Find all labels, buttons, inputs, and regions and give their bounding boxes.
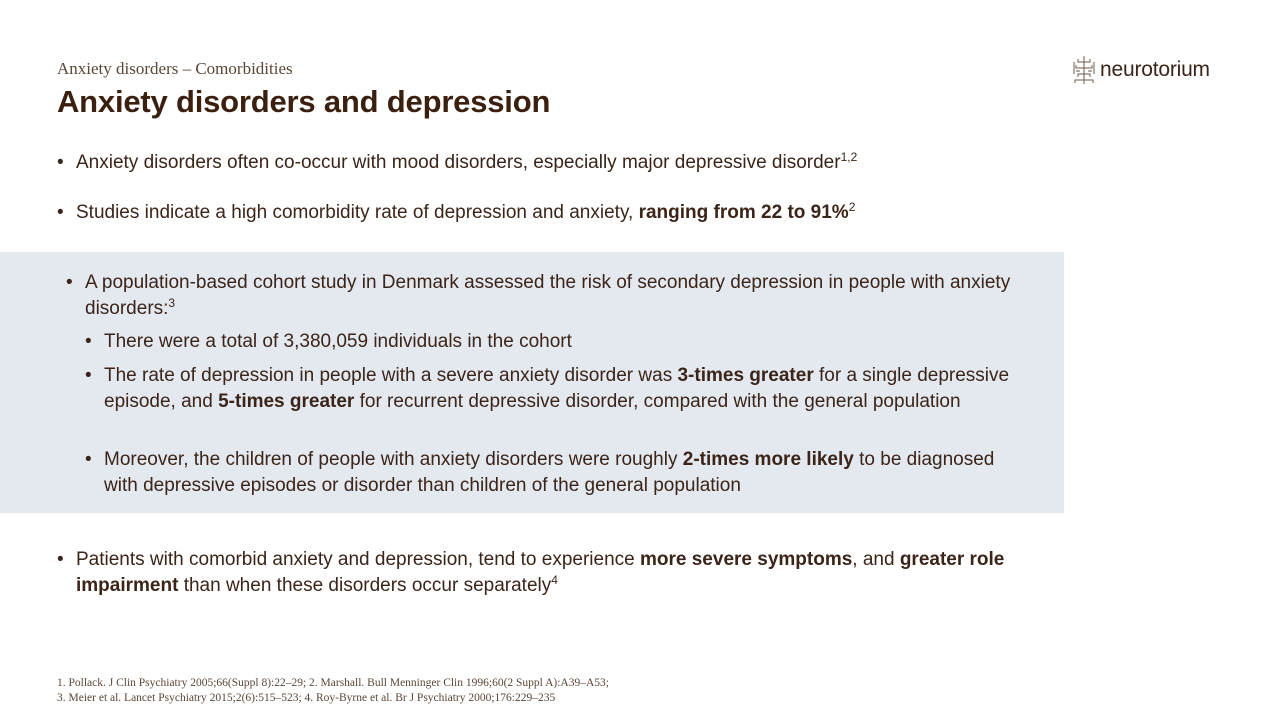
bullet-dot: • bbox=[85, 365, 92, 386]
bullet-text: The rate of depression in people with a severe anxiety disorder was bbox=[104, 365, 678, 386]
bullet-text: Anxiety disorders often co-occur with mood disorders, especially major depressive disorder bbox=[76, 152, 841, 173]
citation-sup: 1,2 bbox=[840, 150, 858, 164]
bullet-severe-symptoms bbox=[57, 547, 1017, 598]
bullet-text: Studies indicate a high comorbidity rate of depression and anxiety, bbox=[76, 202, 639, 223]
bullet-text: A population-based cohort study in Denmark assessed the risk of secondary depression in people with anxiety disorders: bbox=[85, 272, 1011, 319]
page-title: Anxiety disorders and depression bbox=[57, 84, 551, 119]
bullet-text: Moreover, the children of people with anxiety disorders were roughly bbox=[104, 449, 683, 470]
subbullet-rate-greater bbox=[85, 363, 1015, 414]
bullet-denmark-study bbox=[66, 270, 1056, 321]
bullet-comorbidity-rate bbox=[57, 200, 1057, 226]
citation-sup: 3 bbox=[168, 295, 176, 310]
bullet-text: to be diagnosed with depressive episodes or disorder than children of the general population bbox=[104, 449, 995, 496]
reference-line: 1. Pollack. J Clin Psychiatry 2005;66(Suppl 8):22–29; 2. Marshall. Bull Menninger Clin 1996;60(2 Suppl A):A39–A53; bbox=[57, 677, 609, 689]
bullet-text: There were a total of 3,380,059 individuals in the cohort bbox=[104, 331, 572, 352]
bullet-comorbidity-mood bbox=[57, 150, 1057, 176]
bullet-bold: greater role impairment bbox=[76, 549, 1005, 596]
bullet-dot: • bbox=[85, 449, 92, 470]
reference-line: 3. Meier et al. Lancet Psychiatry 2015;2(6):515–523; 4. Roy-Byrne et al. Br J Psychiatry 2000;176:229–235 bbox=[57, 691, 556, 704]
section-label: Anxiety disorders – Comorbidities bbox=[57, 59, 293, 78]
bullet-dot: • bbox=[85, 331, 92, 352]
bullet-dot: • bbox=[57, 152, 64, 173]
neurotorium-logo[interactable] bbox=[1072, 54, 1210, 86]
bullet-bold: 5-times greater bbox=[218, 390, 355, 412]
bullet-bold: more severe symptoms bbox=[640, 549, 853, 570]
bullet-text: for a single depressive episode, and bbox=[104, 365, 1010, 412]
citation-sup: 2 bbox=[848, 200, 856, 214]
bullet-dot: • bbox=[57, 202, 64, 223]
bullet-bold: ranging from 22 to 91% bbox=[638, 202, 849, 223]
references bbox=[57, 676, 609, 705]
bullet-dot: • bbox=[66, 272, 73, 293]
bullet-dot: • bbox=[57, 549, 64, 570]
bullet-text: Patients with comorbid anxiety and depression, tend to experience bbox=[76, 549, 640, 570]
bullet-bold: 3-times greater bbox=[677, 365, 814, 386]
bullet-text: for recurrent depressive disorder, compared with the general population bbox=[354, 390, 961, 412]
subbullet-children-likely bbox=[85, 447, 1015, 498]
logo-text: neurotorium bbox=[1100, 58, 1210, 81]
bullet-text: , and bbox=[852, 549, 900, 570]
brain-tree-icon bbox=[1072, 54, 1096, 86]
bullet-bold: 2-times more likely bbox=[682, 449, 854, 470]
bullet-text: than when these disorders occur separately bbox=[178, 574, 552, 596]
citation-sup: 4 bbox=[551, 572, 558, 587]
subbullet-cohort-size bbox=[85, 329, 1035, 355]
